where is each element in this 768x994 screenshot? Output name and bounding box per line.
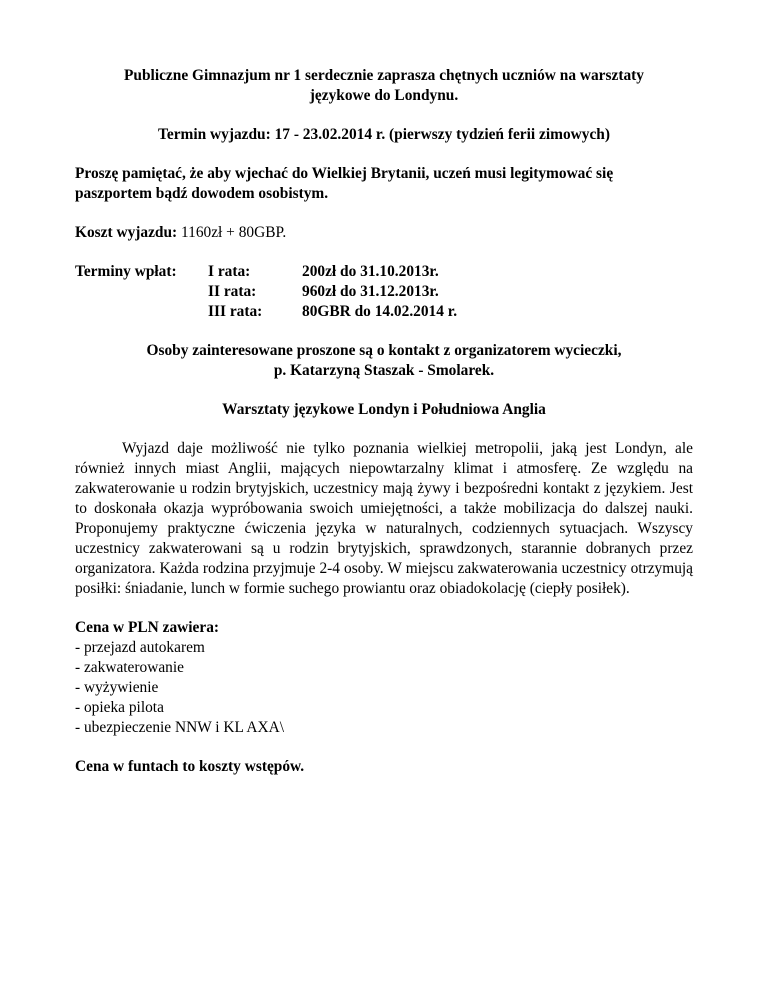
payment-row: [208, 262, 457, 282]
payment-name: II rata:: [208, 283, 257, 300]
contact-line-1: Osoby zainteresowane proszone są o kontakt z organizatorem wycieczki,: [146, 342, 622, 359]
header-line-1: Publiczne Gimnazjum nr 1 serdecznie zaprasza chętnych uczniów na warsztaty: [124, 67, 644, 84]
workshop-title: Warsztaty językowe Londyn i Południowa Anglia: [222, 401, 546, 418]
payment-schedule-label: Terminy wpłat:: [75, 263, 177, 280]
price-includes-title: Cena w PLN zawiera:: [75, 619, 220, 636]
list-item: - ubezpieczenie NNW i KL AXA\: [75, 719, 284, 736]
payment-value: 200zł do 31.10.2013r.: [302, 263, 439, 280]
list-item: - zakwaterowanie: [75, 659, 184, 676]
payment-value: 960zł do 31.12.2013r.: [302, 283, 439, 300]
payment-schedule: [75, 262, 693, 322]
list-item: - wyżywienie: [75, 679, 159, 696]
trip-cost: [75, 223, 693, 243]
payment-name: III rata:: [208, 303, 263, 320]
payment-name: I rata:: [208, 263, 251, 280]
list-item: - opieka pilota: [75, 699, 164, 716]
gbp-note: Cena w funtach to koszty wstępów.: [75, 758, 305, 775]
payment-row: [208, 282, 457, 302]
price-includes-list: [75, 638, 693, 738]
trip-cost-value: 1160zł + 80GBP.: [177, 224, 287, 241]
document-page: [75, 66, 693, 777]
contact-line-2: p. Katarzyną Staszak - Smolarek.: [273, 362, 495, 379]
workshop-description: Wyjazd daje możliwość nie tylko poznania wielkiej metropolii, jaką jest Londyn, ale również innych miast Anglii, mających niepowtarzalny klimat i atmosferę. Ze względu na zakwaterowanie u rodzin brytyjskich, uczestnicy mają żywy i bezpośredni kontakt z językiem. Jest to doskonała okazja wypróbowania swoich umiejętności, a także mobilizacja do dalszej nauki. Proponujemy praktyczne ćwiczenia języka w naturalnych, codziennych sytuacjach. Wszyscy uczestnicy zakwaterowani są u rodzin brytyjskich, sprawdzonych, starannie dobranych przez organizatora. Każda rodzina przyjmuje 2-4 osoby. W miejscu zakwaterowania uczestnicy otrzymują posiłki: śniadanie, lunch w formie suchego prowiantu oraz obiadokolację (ciepły posiłek).: [75, 440, 693, 597]
payment-value: 80GBR do 14.02.2014 r.: [302, 303, 458, 320]
list-item: - przejazd autokarem: [75, 639, 205, 656]
document-reminder: Proszę pamiętać, że aby wjechać do Wielkiej Brytanii, uczeń musi legitymować się paszportem bądź dowodem osobistym.: [75, 165, 614, 202]
trip-term: Termin wyjazdu: 17 - 23.02.2014 r. (pierwszy tydzień ferii zimowych): [158, 126, 610, 143]
header-line-2: językowe do Londynu.: [309, 87, 459, 104]
trip-cost-label: Koszt wyjazdu:: [75, 224, 178, 241]
payment-row: [208, 302, 457, 322]
